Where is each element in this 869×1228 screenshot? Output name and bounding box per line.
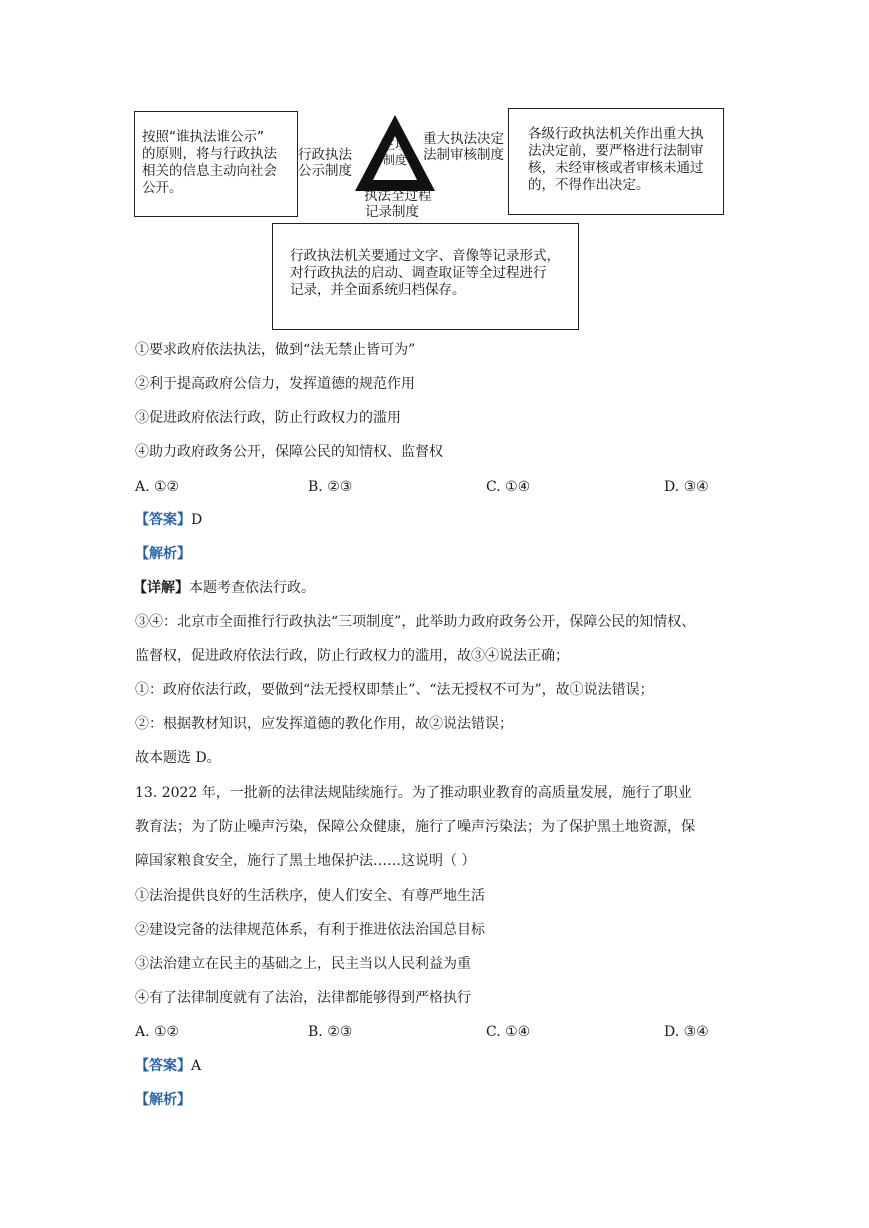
q13-option-b: B. ②③: [308, 1024, 353, 1040]
q12-analysis-line: ①：政府依法行政，要做到“法无授权即禁止”、“法无授权不可为”，故①说法错误；: [135, 682, 654, 698]
q12-analysis-line: 监督权，促进政府依法行政，防止行政权力的滥用，故③④说法正确；: [135, 648, 569, 664]
analysis-tag: 【解析】: [135, 1092, 191, 1108]
box-legal-review-description: [508, 108, 724, 215]
q13-stem-line: 教育法；为了防止噪声污染，保障公众健康，施行了噪声污染法；为了保护黑土地资源，保: [135, 819, 695, 835]
q12-option-d: D. ③④: [664, 479, 709, 495]
q12-analysis-heading: [135, 545, 191, 563]
label-line: 重大执法决定: [423, 131, 504, 147]
answer-value: A: [191, 1058, 202, 1074]
box-left-line: 公开。: [142, 180, 183, 196]
analysis-tag: 【解析】: [135, 546, 191, 562]
q13-stem-line: 13. 2022 年，一批新的法律法规陆续施行。为了推动职业教育的高质量发展，施行了职业: [135, 785, 692, 801]
q12-option-c: C. ①④: [486, 479, 531, 495]
label-line: 法制审核制度: [423, 147, 504, 163]
q12-analysis-line: ②：根据教材知识，应发挥道德的教化作用，故②说法错误；: [135, 716, 513, 732]
q12-statement-2: ②利于提高政府公信力，发挥道德的规范作用: [135, 376, 415, 392]
box-right-line: 的，不得作出决定。: [528, 177, 650, 193]
q13-statement-1: ①法治提供良好的生活秩序，使人们安全、有尊严地生活: [135, 888, 485, 904]
box-left-line: 相关的信息主动向社会: [142, 163, 277, 179]
q12-answer: [135, 511, 202, 529]
box-left-line: 的原则，将与行政执法: [142, 146, 277, 162]
q12-statement-3: ③促进政府依法行政，防止行政权力的滥用: [135, 410, 401, 426]
q13-stem-line: 障国家粮食安全，施行了黑土地保护法……这说明（ ）: [135, 853, 476, 869]
answer-tag: 【答案】: [135, 1058, 191, 1074]
box-right-line: 核，未经审核或者审核未通过: [528, 160, 704, 176]
q12-analysis-line: 故本题选 D。: [135, 750, 221, 766]
box-right-line: 法决定前，要严格进行法制审: [528, 143, 704, 159]
q13-statement-3: ③法治建立在民主的基础之上，民主当以人民利益为重: [135, 956, 471, 972]
label-line: 公示制度: [298, 163, 352, 179]
box-left-line: 按照“谁执法谁公示”: [142, 129, 264, 145]
box-right-line: 各级行政执法机关作出重大执: [528, 126, 704, 142]
q13-analysis-heading: [135, 1091, 191, 1109]
center-label: 三项制度: [382, 138, 407, 167]
label-record-system: [364, 188, 432, 220]
box-record-description: [272, 223, 579, 330]
box-bottom-line: 对行政执法的启动、调查取证等全过程进行: [290, 265, 547, 281]
box-publicity-description: [134, 111, 298, 217]
label-line: 记录制度: [365, 204, 419, 220]
label-publicity-system: [298, 147, 352, 179]
label-line: 执法全过程: [364, 188, 432, 204]
q12-statement-1: ①要求政府依法执法，做到“法无禁止皆可为”: [135, 342, 416, 358]
q13-statement-2: ②建设完备的法律规范体系，有利于推进依法治国总目标: [135, 922, 485, 938]
q13-statement-4: ④有了法律制度就有了法治，法律都能够得到严格执行: [135, 990, 471, 1006]
q12-statement-4: ④助力政府政务公开，保障公民的知情权、监督权: [135, 444, 443, 460]
label-line: 行政执法: [298, 147, 352, 163]
q12-detail: [133, 579, 315, 597]
q13-option-c: C. ①④: [486, 1024, 531, 1040]
detail-text: 本题考查依法行政。: [189, 580, 315, 596]
box-bottom-line: 记录，并全面系统归档保存。: [290, 282, 466, 298]
q13-answer: [135, 1057, 201, 1075]
q12-analysis-line: ③④：北京市全面推行行政执法“三项制度”，此举助力政府政务公开，保障公民的知情权、: [135, 614, 696, 630]
q12-option-b: B. ②③: [308, 479, 353, 495]
q13-option-a: A. ①②: [135, 1024, 180, 1040]
box-bottom-line: 行政执法机关要通过文字、音像等记录形式，: [290, 248, 560, 264]
q13-option-d: D. ③④: [664, 1024, 709, 1040]
answer-value: D: [191, 512, 203, 528]
detail-tag: 【详解】: [133, 580, 189, 596]
label-legal-review-system: [423, 131, 504, 163]
answer-tag: 【答案】: [135, 512, 191, 528]
q12-option-a: A. ①②: [135, 479, 180, 495]
